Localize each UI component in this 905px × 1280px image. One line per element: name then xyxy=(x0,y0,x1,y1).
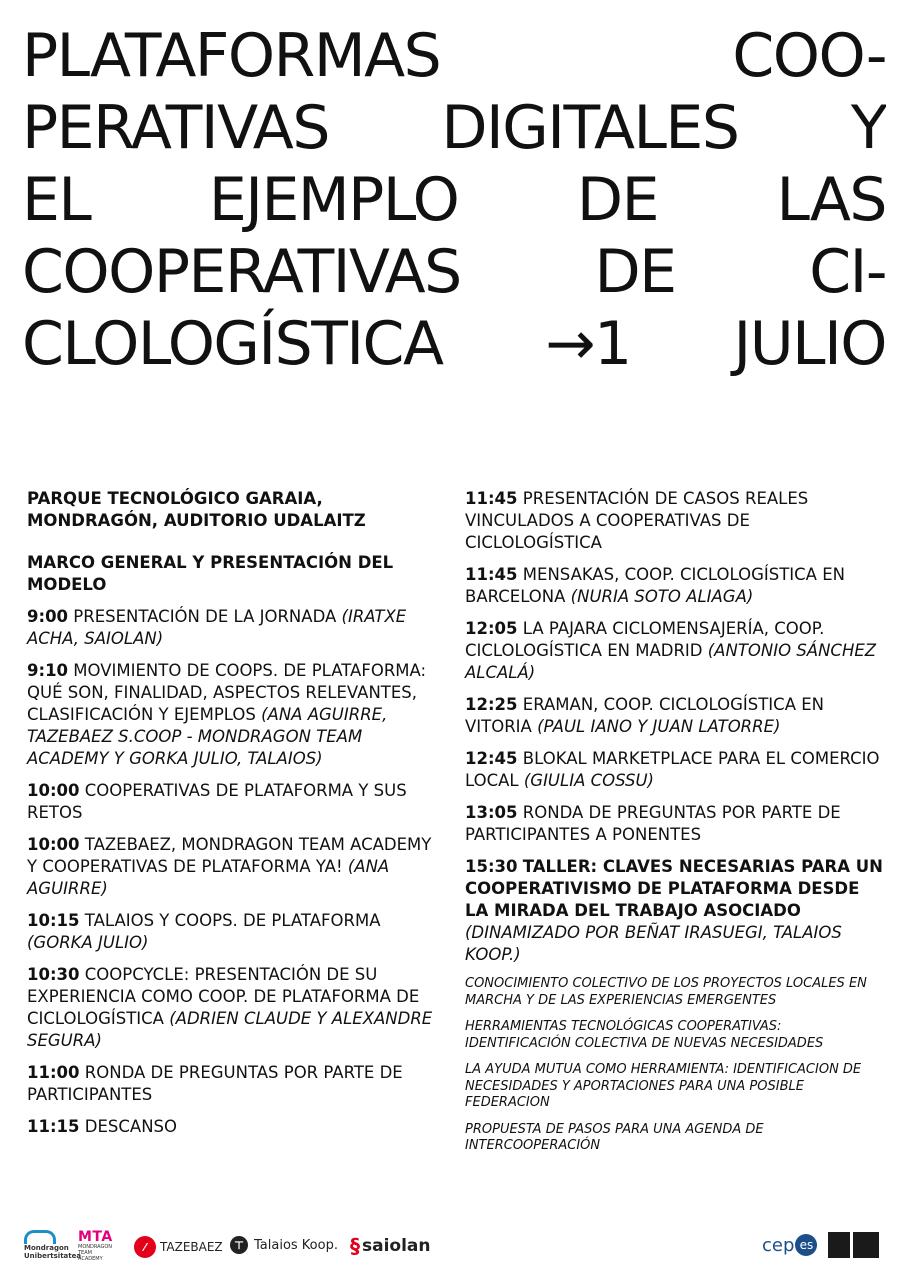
item-time: 10:15 xyxy=(27,911,80,930)
title-line: PLATAFORMAS COO- xyxy=(22,21,886,91)
item-speaker: (NURIA SOTO ALIAGA) xyxy=(570,587,754,606)
item-text: MOVIMIENTO DE COOPS. DE PLATAFORMA: QUÉ SON, FINALIDAD, ASPECTOS RELEVANTES, CLASIFICACIÓN Y EJEMPLOS xyxy=(27,661,427,724)
item-time: 12:45 xyxy=(465,749,518,768)
item-speaker: (ANA AGUIRRE, TAZEBAEZ S.COOP - MONDRAGON TEAM ACADEMY Y GORKA JULIO, TALAIOS) xyxy=(27,705,388,768)
workshop-point: HERRAMIENTAS TECNOLÓGICAS COOPERATIVAS: IDENTIFICACIÓN COLECTIVA DE NUEVAS NECESIDADES xyxy=(465,1019,824,1051)
program-item xyxy=(27,910,439,954)
item-time: 12:25 xyxy=(465,695,518,714)
mondragon-label-2: Unibertsitatea xyxy=(24,1252,82,1260)
item-text: COOPERATIVAS DE PLATAFORMA Y SUS RETOS xyxy=(27,781,407,822)
program-item xyxy=(465,802,885,846)
item-time: 10:30 xyxy=(27,965,80,984)
tazebaez-mark-icon: ⁄ xyxy=(134,1236,156,1258)
item-speaker: (ANTONIO SÁNCHEZ ALCALÁ) xyxy=(465,641,877,682)
mta-sub: MONDRAGON TEAM ACADEMY xyxy=(78,1244,112,1262)
item-time: 11:15 xyxy=(27,1117,80,1136)
program-left-column xyxy=(27,488,439,1148)
workshop-point: LA AYUDA MUTUA COMO HERRAMIENTA: IDENTIFICACION DE NECESIDADES Y APORTACIONES PARA UNA POSIBLE FEDERACION xyxy=(465,1062,862,1110)
item-text: BLOKAL MARKETPLACE PARA EL COMERCIO LOCAL xyxy=(465,749,880,790)
program-item xyxy=(465,618,885,684)
mondragon-mark-icon xyxy=(24,1230,56,1244)
venue: PARQUE TECNOLÓGICO GARAIA, MONDRAGÓN, AUDITORIO UDALAITZ xyxy=(27,489,366,530)
item-text: COOPCYCLE: PRESENTACIÓN DE SU EXPERIENCIA COMO COOP. DE PLATAFORMA DE CICLOLOGÍSTICA xyxy=(27,965,420,1028)
mta-logo xyxy=(78,1230,113,1262)
program-item xyxy=(27,1116,439,1138)
item-text: RONDA DE PREGUNTAS POR PARTE DE PARTICIPANTES xyxy=(27,1063,403,1104)
item-speaker: (ADRIEN CLAUDE Y ALEXANDRE SEGURA) xyxy=(27,1009,433,1050)
item-text: LA PAJARA CICLOMENSAJERÍA, COOP. CICLOLOGÍSTICA EN MADRID xyxy=(465,619,825,660)
item-speaker: (IRATXE ACHA, SAIOLAN) xyxy=(27,607,407,648)
tazebaez-logo xyxy=(134,1236,223,1258)
mondragon-unibertsitatea-logo xyxy=(24,1230,81,1260)
item-text: PRESENTACIÓN DE LA JORNADA xyxy=(73,607,337,626)
item-text: MENSAKAS, COOP. CICLOLOGÍSTICA EN BARCELONA xyxy=(465,565,845,606)
item-text: TALAIOS Y COOPS. DE PLATAFORMA xyxy=(84,911,381,930)
program-item xyxy=(27,606,439,650)
item-text: RONDA DE PREGUNTAS POR PARTE DE PARTICIPANTES A PONENTES xyxy=(465,803,841,844)
saiolan-logo xyxy=(350,1234,431,1258)
section-title: MARCO GENERAL Y PRESENTACIÓN DEL MODELO xyxy=(27,553,394,594)
program-item xyxy=(27,834,439,900)
item-speaker: (GORKA JULIO) xyxy=(27,933,149,952)
item-speaker: (ANA AGUIRRE) xyxy=(27,857,390,898)
program-item xyxy=(27,1062,439,1106)
tazebaez-label: TAZEBAEZ xyxy=(160,1240,223,1254)
item-time: 11:45 xyxy=(465,489,518,508)
title-line: CLOLOGÍSTICA →1 JULIO xyxy=(22,309,886,379)
program-item xyxy=(27,660,439,770)
talaios-mark-icon: ⊤ xyxy=(230,1236,248,1254)
item-speaker: (GIULIA COSSU) xyxy=(523,771,654,790)
sponsor-logos xyxy=(0,1228,905,1268)
workshop-time: 15:30 xyxy=(465,857,518,876)
saiolan-label: saiolan xyxy=(362,1236,431,1256)
program-item xyxy=(465,694,885,738)
item-time: 9:10 xyxy=(27,661,69,680)
program-right-column xyxy=(465,488,885,1165)
cepes-mark: es xyxy=(795,1234,817,1256)
workshop-text: TALLER: CLAVES NECESARIAS PARA UN COOPERATIVISMO DE PLATAFORMA DESDE LA MIRADA DEL TRABAJO ASOCIADO xyxy=(465,857,883,920)
item-time: 12:05 xyxy=(465,619,518,638)
title-line: PERATIVAS DIGITALES Y xyxy=(22,93,886,163)
partner-logo-dark-icon xyxy=(828,1232,850,1258)
item-text: PRESENTACIÓN DE CASOS REALES VINCULADOS A COOPERATIVAS DE CICLOLOGÍSTICA xyxy=(465,489,809,552)
program-item xyxy=(465,488,885,554)
cepes-logo xyxy=(762,1234,817,1256)
workshop-item xyxy=(465,856,885,966)
program-item xyxy=(27,964,439,1052)
talaios-logo xyxy=(230,1236,338,1254)
item-time: 9:00 xyxy=(27,607,69,626)
item-speaker: (PAUL IANO Y JUAN LATORRE) xyxy=(537,717,781,736)
mondragon-label-1: Mondragon xyxy=(24,1244,69,1252)
mta-mark: MTA xyxy=(78,1229,113,1245)
talaios-label: Talaios Koop. xyxy=(254,1237,338,1253)
item-text: DESCANSO xyxy=(84,1117,177,1136)
item-time: 11:45 xyxy=(465,565,518,584)
workshop-speaker: (DINAMIZADO POR BEÑAT IRASUEGI, TALAIOS KOOP.) xyxy=(465,923,842,964)
title-line: COOPERATIVAS DE CI- xyxy=(22,237,886,307)
workshop-point: CONOCIMIENTO COLECTIVO DE LOS PROYECTOS LOCALES EN MARCHA Y DE LAS EXPERIENCIAS EMERGENTES xyxy=(465,976,867,1008)
workshop-point: PROPUESTA DE PASOS PARA UNA AGENDA DE INTERCOOPERACIÓN xyxy=(465,1121,764,1153)
event-title xyxy=(22,20,886,380)
item-time: 11:00 xyxy=(27,1063,80,1082)
item-time: 13:05 xyxy=(465,803,518,822)
saiolan-mark-icon: § xyxy=(350,1234,360,1258)
program-item xyxy=(465,564,885,608)
program-item xyxy=(27,780,439,824)
item-text: TAZEBAEZ, MONDRAGON TEAM ACADEMY Y COOPERATIVAS DE PLATAFORMA YA! xyxy=(27,835,432,876)
partner-logo-dark-icon xyxy=(853,1232,879,1258)
item-text: ERAMAN, COOP. CICLOLOGÍSTICA EN VITORIA xyxy=(465,695,824,736)
cepes-label: cep xyxy=(762,1234,795,1256)
item-time: 10:00 xyxy=(27,781,80,800)
program-item xyxy=(465,748,885,792)
item-time: 10:00 xyxy=(27,835,80,854)
title-line: EL EJEMPLO DE LAS xyxy=(22,165,886,235)
